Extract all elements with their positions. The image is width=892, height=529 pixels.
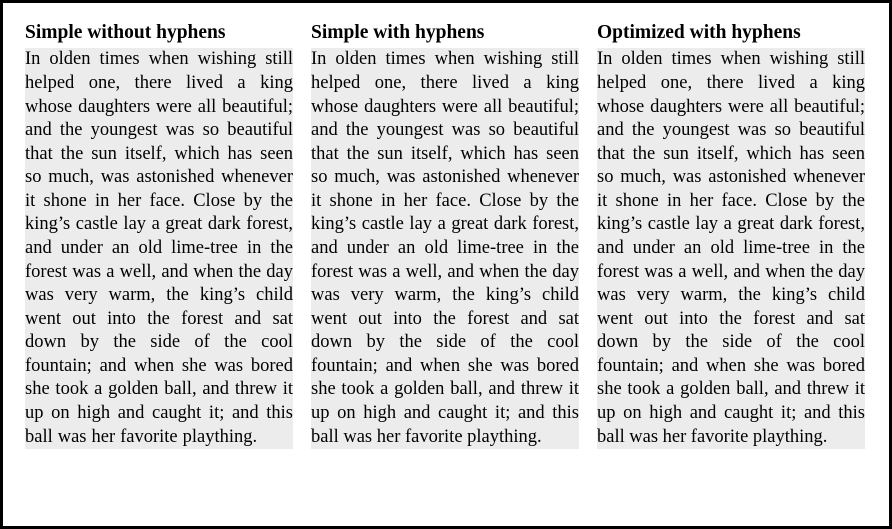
column-heading: Simple with hyphens — [311, 22, 485, 43]
column-text-block: In olden times when wishing still helped one, there lived a king whose daughters were all beautiful; and the youngest was so beautiful that the sun itself, which has seen so much, was astonished whenever it shone in her face. Close by the king’s castle lay a great dark forest, and under an old lime-tree in the forest was a well, and when the day was very warm, the king’s child went out into the forest and sat down by the side of the cool fountain; and when she was bored she took a golden ball, and threw it up on high and caught it; and this ball was her favorite plaything. — [597, 48, 865, 449]
column-text-block: In olden times when wishing still helped one, there lived a king whose daughters were all beautiful; and the youngest was so beautiful that the sun itself, which has seen so much, was astonished whenever it shone in her face. Close by the king’s castle lay a great dark forest, and under an old lime-tree in the forest was a well, and when the day was very warm, the king’s child went out into the forest and sat down by the side of the cool fountain; and when she was bored she took a golden ball, and threw it up on high and caught it; and this ball was her favorite plaything. — [311, 48, 579, 449]
column-container — [3, 3, 889, 449]
column-heading: Optimized with hyphens — [597, 22, 801, 43]
column-simple-with-hyphens — [311, 21, 579, 449]
column-text-block: In olden times when wishing still helped one, there lived a king whose daughters were all beautiful; and the youngest was so beautiful that the sun itself, which has seen so much, was astonished whenever it shone in her face. Close by the king’s castle lay a great dark forest, and under an old lime-tree in the forest was a well, and when the day was very warm, the king’s child went out into the forest and sat down by the side of the cool fountain; and when she was bored she took a golden ball, and threw it up on high and caught it; and this ball was her favorite plaything. — [25, 48, 293, 449]
column-heading: Simple without hyphens — [25, 22, 226, 43]
column-simple-without-hyphens — [25, 21, 293, 449]
column-optimized-with-hyphens — [597, 21, 865, 449]
